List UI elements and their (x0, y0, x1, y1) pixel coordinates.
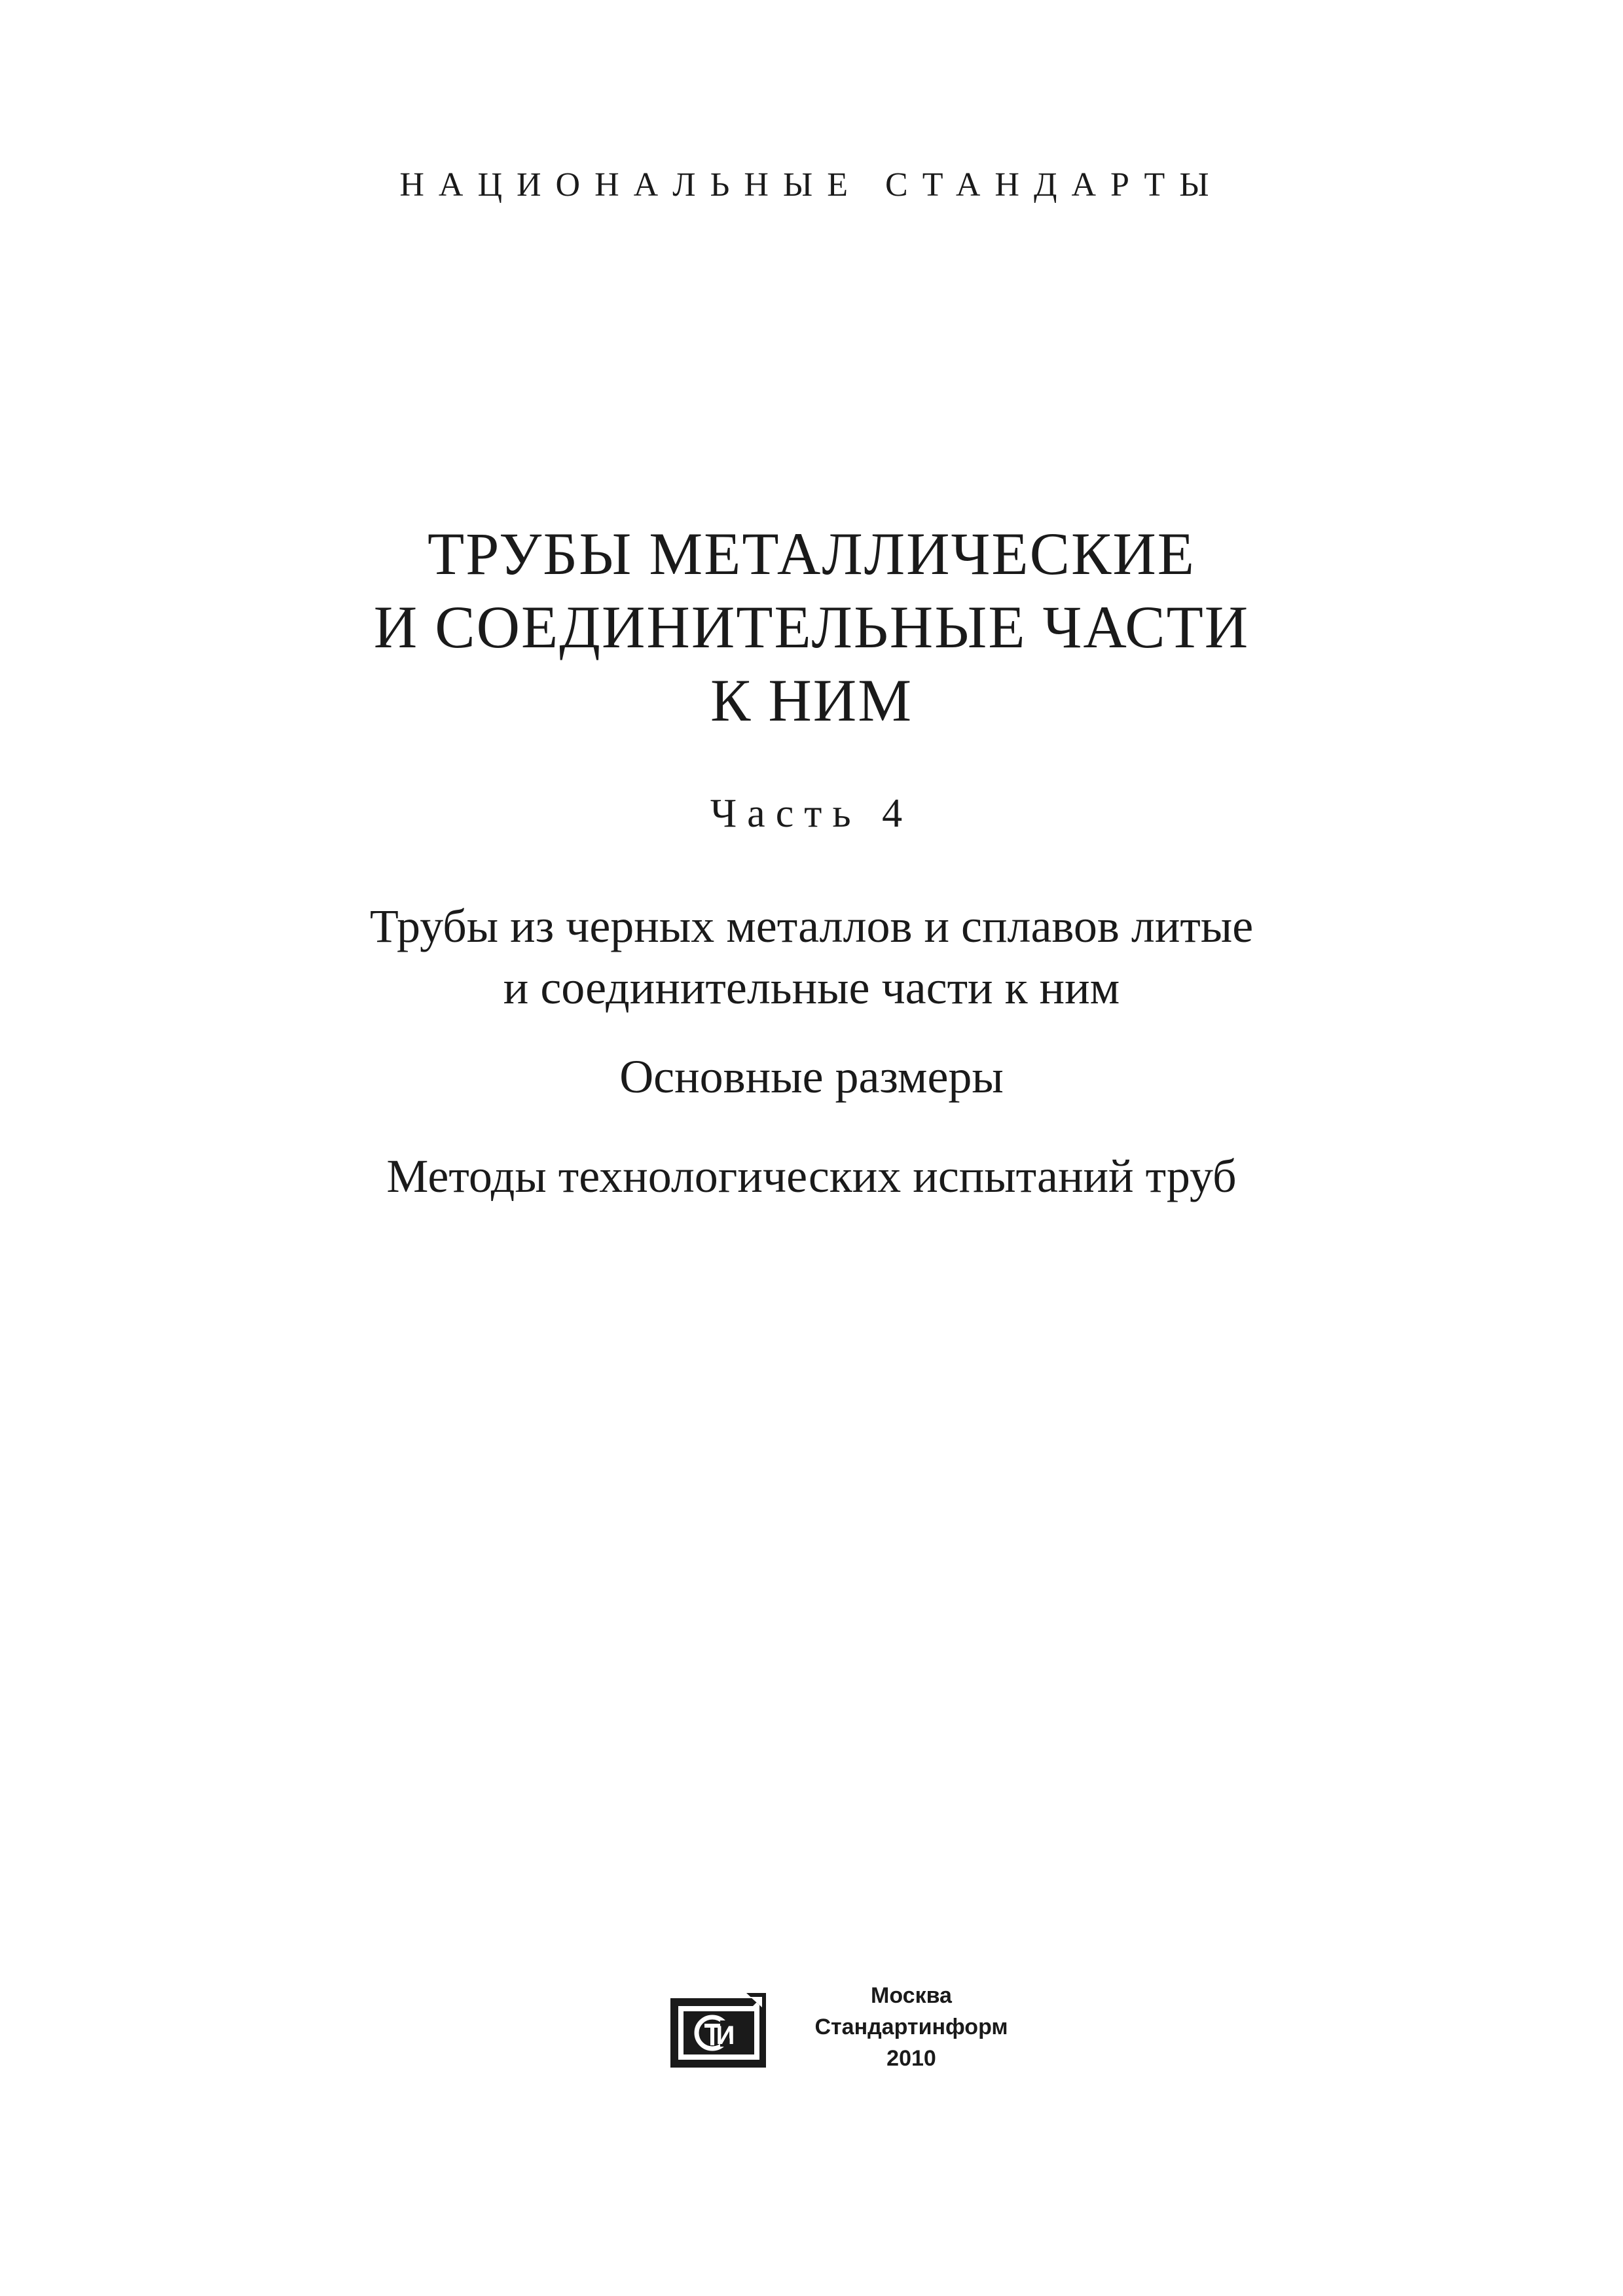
publisher-city: Москва (871, 1983, 952, 2008)
publisher-name: Стандартинформ (814, 2015, 1008, 2039)
publisher-text (780, 1980, 1042, 2074)
publisher-block (669, 1980, 1088, 2085)
title-line-3: К НИМ (710, 667, 913, 734)
section-methods: Методы технологических испытаний труб (386, 1150, 1237, 1202)
publication-year: 2010 (886, 2046, 936, 2071)
subtitle-line-2: и соединительные части к ним (503, 961, 1120, 1014)
part-label: Часть 4 (710, 791, 913, 836)
document-title (0, 517, 1623, 737)
title-line-2: И СОЕДИНИТЕЛЬНЫЕ ЧАСТИ (373, 594, 1250, 660)
section-dimensions: Основные размеры (619, 1050, 1004, 1103)
title-line-1: ТРУБЫ МЕТАЛЛИЧЕСКИЕ (428, 520, 1195, 587)
part-subtitle (0, 895, 1623, 1018)
svg-text:И: И (716, 2021, 735, 2050)
subtitle-line-1: Трубы из черных металлов и сплавов литые (369, 900, 1254, 952)
series-heading: НАЦИОНАЛЬНЫЕ СТАНДАРТЫ (399, 166, 1224, 204)
standartinform-logo-icon (669, 1992, 767, 2070)
